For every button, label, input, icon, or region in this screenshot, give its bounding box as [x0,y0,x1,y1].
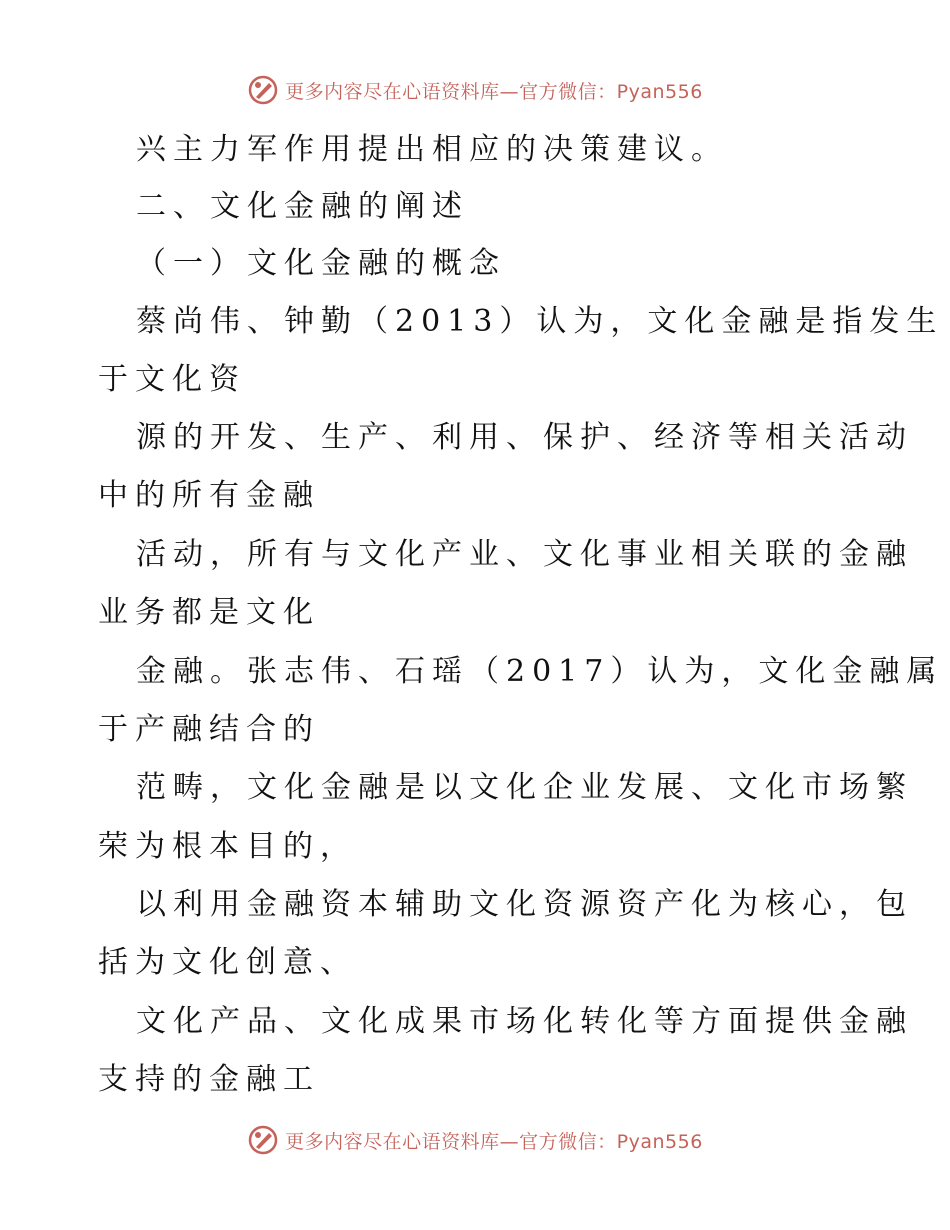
text-line: 兴主力军作用提出相应的决策建议。 [136,132,728,167]
text-line: 支持的金融工 [98,1062,320,1097]
logo-icon [247,1124,279,1156]
text-line: 文化产品、文化成果市场化转化等方面提供金融 [136,1004,913,1039]
watermark-text: 更多内容尽在心语资料库—官方微信：Pyan556 [285,1130,703,1153]
text-line: 中的所有金融 [98,478,320,513]
text-line: 于文化资 [98,362,246,397]
text-line: 业务都是文化 [98,595,320,630]
text-line: 以利用金融资本辅助文化资源资产化为核心，包 [136,887,913,922]
text-line: 活动，所有与文化产业、文化事业相关联的金融 [136,537,913,572]
text-line: 于产融结合的 [98,712,320,747]
text-line: 括为文化创意、 [98,945,357,980]
text-line: 范畴，文化金融是以文化企业发展、文化市场繁 [136,770,913,805]
logo-icon [247,74,279,106]
text-line: 荣为根本目的， [98,829,357,864]
watermark-text: 更多内容尽在心语资料库—官方微信：Pyan556 [285,80,703,103]
text-line: 蔡尚伟、钟勤（2013）认为，文化金融是指发生 [136,304,944,339]
text-line: 金融。张志伟、石瑶（2017）认为，文化金融属 [136,654,944,689]
header-watermark [0,70,950,110]
subsection-heading: （一）文化金融的概念 [136,246,506,281]
section-heading: 二、文化金融的阐述 [136,189,469,224]
text-line: 源的开发、生产、利用、保护、经济等相关活动 [136,420,913,455]
footer-watermark [0,1120,950,1160]
